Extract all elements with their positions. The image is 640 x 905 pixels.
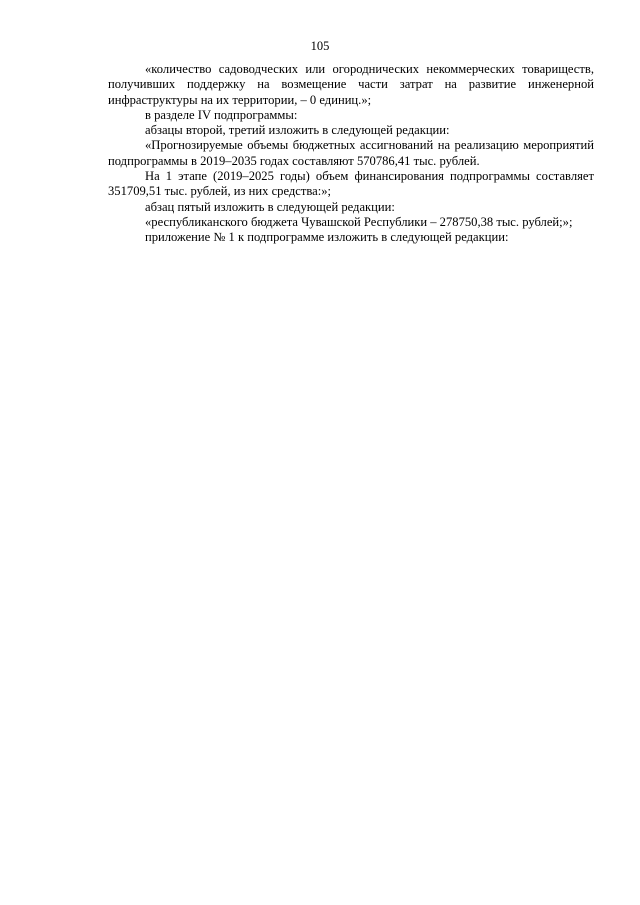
paragraph-forecast-budget: «Прогнозируемые объемы бюджетных ассигнований на реализацию мероприятий подпрограммы в 2019–2035 годах составляют 570786,41 тыс. рублей.: [108, 138, 594, 168]
document-body: [108, 62, 594, 246]
paragraph-section-iv: в разделе IV подпрограммы:: [145, 107, 298, 122]
paragraph-fifth-paragraph: абзац пятый изложить в следующей редакции:: [145, 199, 395, 214]
page-number: 105: [310, 39, 330, 53]
paragraph-stage-one-financing: На 1 этапе (2019–2025 годы) объем финансирования подпрограммы составляет 351709,51 тыс. рублей, из них средства:»;: [108, 169, 594, 199]
paragraph-gardening-associations: «количество садоводческих или огороднических некоммерческих товариществ, получивших поддержку на возмещение части затрат на развитие инженерной инфраструктуры на их территории, – 0 единиц.»;: [108, 62, 594, 107]
paragraph-appendix-one: приложение № 1 к подпрограмме изложить в следующей редакции:: [145, 230, 509, 245]
paragraph-second-third-paragraphs: абзацы второй, третий изложить в следующей редакции:: [145, 123, 450, 138]
paragraph-republican-budget: «республиканского бюджета Чувашской Республики – 278750,38 тыс. рублей;»;: [145, 214, 573, 229]
